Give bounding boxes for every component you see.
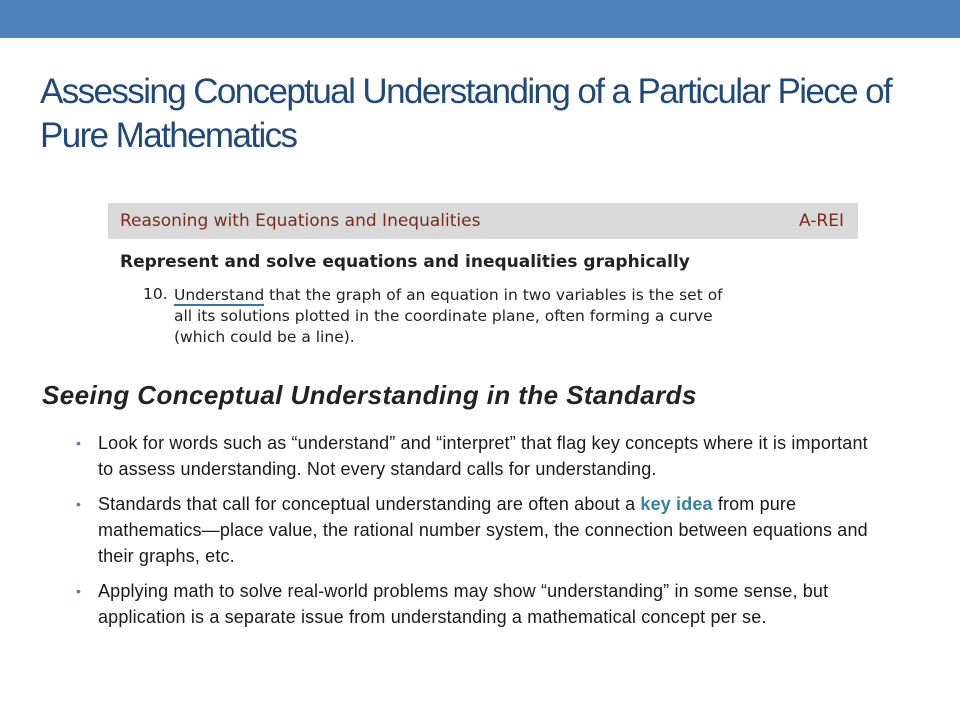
- standard-number: 10.: [143, 285, 168, 303]
- bullet-item: [76, 578, 886, 630]
- standard-text: [174, 285, 864, 348]
- key-idea-highlight: key idea: [640, 494, 713, 514]
- section-heading: Seeing Conceptual Understanding in the Standards: [42, 380, 697, 410]
- standard-keyword: Understand: [174, 286, 265, 304]
- slide-title: Assessing Conceptual Understanding of a Particular Piece of Pure Mathematics: [40, 72, 892, 155]
- domain-header: [108, 203, 858, 239]
- domain-name: Reasoning with Equations and Inequalities: [120, 211, 481, 231]
- bullet-list: [76, 430, 886, 639]
- bullet-icon: •: [76, 583, 82, 599]
- domain-code: A-REI: [799, 211, 844, 231]
- bullet-item: [76, 491, 886, 569]
- cluster-heading: Represent and solve equations and inequalities graphically: [120, 252, 690, 272]
- bullet-icon: •: [76, 496, 82, 512]
- top-accent-bar: [0, 0, 960, 38]
- bullet-text: Applying math to solve real-world problems may show “understanding” in some sense, but application is a separate issue from understanding a mathematical concept per se.: [98, 581, 829, 627]
- bullet-text: Look for words such as “understand” and “interpret” that flag key concepts where it is important to assess understanding. Not every standard calls for understanding.: [98, 433, 868, 479]
- standard-text-rest: that the graph of an equation in two variables is the set of all its solutions plotted in the coordinate plane, often forming a curve (which could be a line).: [174, 286, 723, 346]
- bullet-item: [76, 430, 886, 482]
- bullet-text-continued: from pure mathematics—place value, the rational number system, the connection between equations and their graphs, etc.: [98, 494, 868, 566]
- standard-excerpt: [108, 203, 858, 346]
- bullet-icon: •: [76, 435, 82, 451]
- bullet-text: Standards that call for conceptual understanding are often about a: [98, 494, 641, 514]
